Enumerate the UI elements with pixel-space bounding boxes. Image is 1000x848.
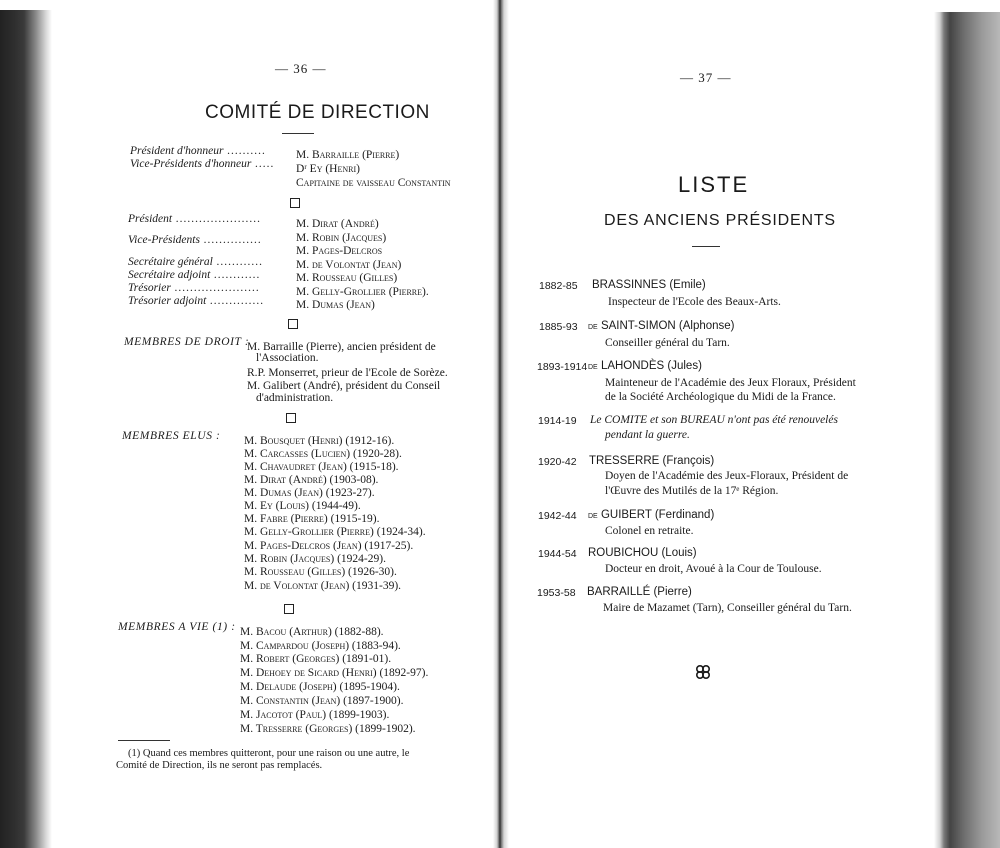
president-years: 1893-1914 <box>537 361 588 373</box>
quatrefoil-ornament-icon <box>695 664 711 680</box>
scan-edge-right <box>934 12 1000 848</box>
president-desc: Doyen de l'Académie des Jeux-Floraux, Président de <box>605 470 849 482</box>
president-note: Le COMITE et son BUREAU n'ont pas été renouvelés <box>590 414 838 426</box>
president-name: BARRAILLÉ (Pierre) <box>587 586 692 598</box>
vie-name: M. Campardou (Joseph) (1883-94). <box>240 640 401 652</box>
elu-name: M. Dumas (Jean) (1923-27). <box>244 487 375 499</box>
name-robin: M. Robin (Jacques) <box>296 232 387 244</box>
role-president: Président ...................... <box>128 213 262 225</box>
role-vice-presidents: Vice-Présidents ............... <box>128 234 262 246</box>
role-secretaire-adjoint: Secrétaire adjoint ............ <box>128 269 261 281</box>
droit-entry-2: R.P. Monserret, prieur de l'Ecole de Sorèze. <box>247 367 448 379</box>
president-desc: Maire de Mazamet (Tarn), Conseiller général du Tarn. <box>603 602 852 614</box>
role-tresorier-adjoint: Trésorier adjoint .............. <box>128 295 265 307</box>
president-years: 1882-85 <box>539 280 578 292</box>
droit-entry-1: M. Barraille (Pierre), ancien président de <box>247 341 436 353</box>
president-desc: de la Société Archéologique du Midi de la France. <box>605 391 836 403</box>
president-desc: Inspecteur de l'Ecole des Beaux-Arts. <box>608 296 781 308</box>
footnote-line-1: (1) Quand ces membres quitteront, pour une raison ou une autre, le <box>128 748 410 759</box>
scan-edge-left <box>0 10 52 848</box>
name-ey-henri: Dʳ Ey (Henri) <box>296 163 360 175</box>
vie-name: M. Dehoey de Sicard (Henri) (1892-97). <box>240 667 429 679</box>
vie-name: M. Jacotot (Paul) (1899-1903). <box>240 709 390 721</box>
subtitle-rule <box>692 246 720 247</box>
president-years: 1920-42 <box>538 456 577 468</box>
president-name: BRASSINNES (Emile) <box>592 279 706 291</box>
vie-name: M. Bacou (Arthur) (1882-88). <box>240 626 384 638</box>
footnote-rule <box>118 740 170 741</box>
name-gelly-grollier: M. Gelly-Grollier (Pierre). <box>296 286 429 298</box>
president-years: 1942-44 <box>538 510 577 522</box>
name-de-volontat: M. de Volontat (Jean) <box>296 259 402 271</box>
vie-name: M. Delaude (Joseph) (1895-1904). <box>240 681 400 693</box>
page-title-liste: LISTE <box>678 172 750 197</box>
droit-entry-3-cont: d'administration. <box>256 392 334 404</box>
elu-name: M. Robin (Jacques) (1924-29). <box>244 553 386 565</box>
title-rule <box>282 133 314 134</box>
elu-name: M. Bousquet (Henri) (1912-16). <box>244 435 395 447</box>
name-dumas: M. Dumas (Jean) <box>296 299 375 311</box>
president-desc: Docteur en droit, Avoué à la Cour de Toulouse. <box>605 563 822 575</box>
square-separator-4 <box>284 604 294 614</box>
elu-name: M. Ey (Louis) (1944-49). <box>244 500 361 512</box>
president-years: 1914-19 <box>538 415 577 427</box>
name-dirat: M. Dirat (André) <box>296 218 379 230</box>
square-separator-1 <box>290 198 300 208</box>
president-name: TRESSERRE (François) <box>589 455 715 467</box>
scan-edge-top <box>0 0 52 10</box>
elu-name: M. Gelly-Grollier (Pierre) (1924-34). <box>244 526 426 538</box>
president-name: de SAINT-SIMON (Alphonse) <box>588 320 735 332</box>
role-president-honneur: Président d'honneur .......... <box>130 145 267 157</box>
president-name: de GUIBERT (Ferdinand) <box>588 509 715 521</box>
president-years: 1953-58 <box>537 587 576 599</box>
vie-name: M. Tresserre (Georges) (1899-1902). <box>240 723 416 735</box>
elu-name: M. Pages-Delcros (Jean) (1917-25). <box>244 540 414 552</box>
elu-name: M. Carcasses (Lucien) (1920-28). <box>244 448 402 460</box>
name-constantin: Capitaine de vaisseau Constantin <box>296 177 451 189</box>
president-name: ROUBICHOU (Louis) <box>588 547 697 559</box>
role-tresorier: Trésorier ...................... <box>128 282 260 294</box>
page-subtitle-presidents: DES ANCIENS PRÉSIDENTS <box>604 212 836 229</box>
role-vice-presidents-honneur: Vice-Présidents d'honneur ..... <box>130 158 275 170</box>
president-name: de LAHONDÈS (Jules) <box>588 360 702 372</box>
page-number-right: — 37 — <box>680 70 732 85</box>
droit-entry-3: M. Galibert (André), président du Conseil <box>247 380 441 392</box>
page-number-left: — 36 — <box>275 61 327 76</box>
elu-name: M. de Volontat (Jean) (1931-39). <box>244 580 402 592</box>
elu-name: M. Rousseau (Gilles) (1926-30). <box>244 566 397 578</box>
elu-name: M. Fabre (Pierre) (1915-19). <box>244 513 380 525</box>
president-years: 1885-93 <box>539 321 578 333</box>
square-separator-2 <box>288 319 298 329</box>
name-rousseau: M. Rousseau (Gilles) <box>296 272 398 284</box>
square-separator-3 <box>286 413 296 423</box>
vie-name: M. Robert (Georges) (1891-01). <box>240 653 392 665</box>
name-barraille: M. Barraille (Pierre) <box>296 149 400 161</box>
president-years: 1944-54 <box>538 548 577 560</box>
president-desc: Mainteneur de l'Académie des Jeux Floraux, Président <box>605 377 856 389</box>
president-desc: l'Œuvre des Mutilés de la 17ᵉ Région. <box>605 485 779 497</box>
membres-a-vie-label: MEMBRES A VIE (1) : <box>118 621 236 633</box>
right-page <box>500 0 1000 848</box>
membres-elus-label: MEMBRES ELUS : <box>122 430 221 442</box>
vie-name: M. Constantin (Jean) (1897-1900). <box>240 695 404 707</box>
membres-de-droit-label: MEMBRES DE DROIT : <box>124 336 250 348</box>
elu-name: M. Chavaudret (Jean) (1915-18). <box>244 461 399 473</box>
page-title-comite: COMITÉ DE DIRECTION <box>205 102 430 123</box>
footnote-line-2: Comité de Direction, ils ne seront pas remplacés. <box>116 760 323 771</box>
president-desc: Colonel en retraite. <box>605 525 694 537</box>
elu-name: M. Dirat (André) (1903-08). <box>244 474 379 486</box>
president-note: pendant la guerre. <box>605 429 690 441</box>
droit-entry-1-cont: l'Association. <box>256 352 319 364</box>
role-secretaire-general: Secrétaire général ............ <box>128 256 264 268</box>
president-desc: Conseiller général du Tarn. <box>605 337 730 349</box>
name-pages-delcros: M. Pages-Delcros <box>296 245 383 257</box>
